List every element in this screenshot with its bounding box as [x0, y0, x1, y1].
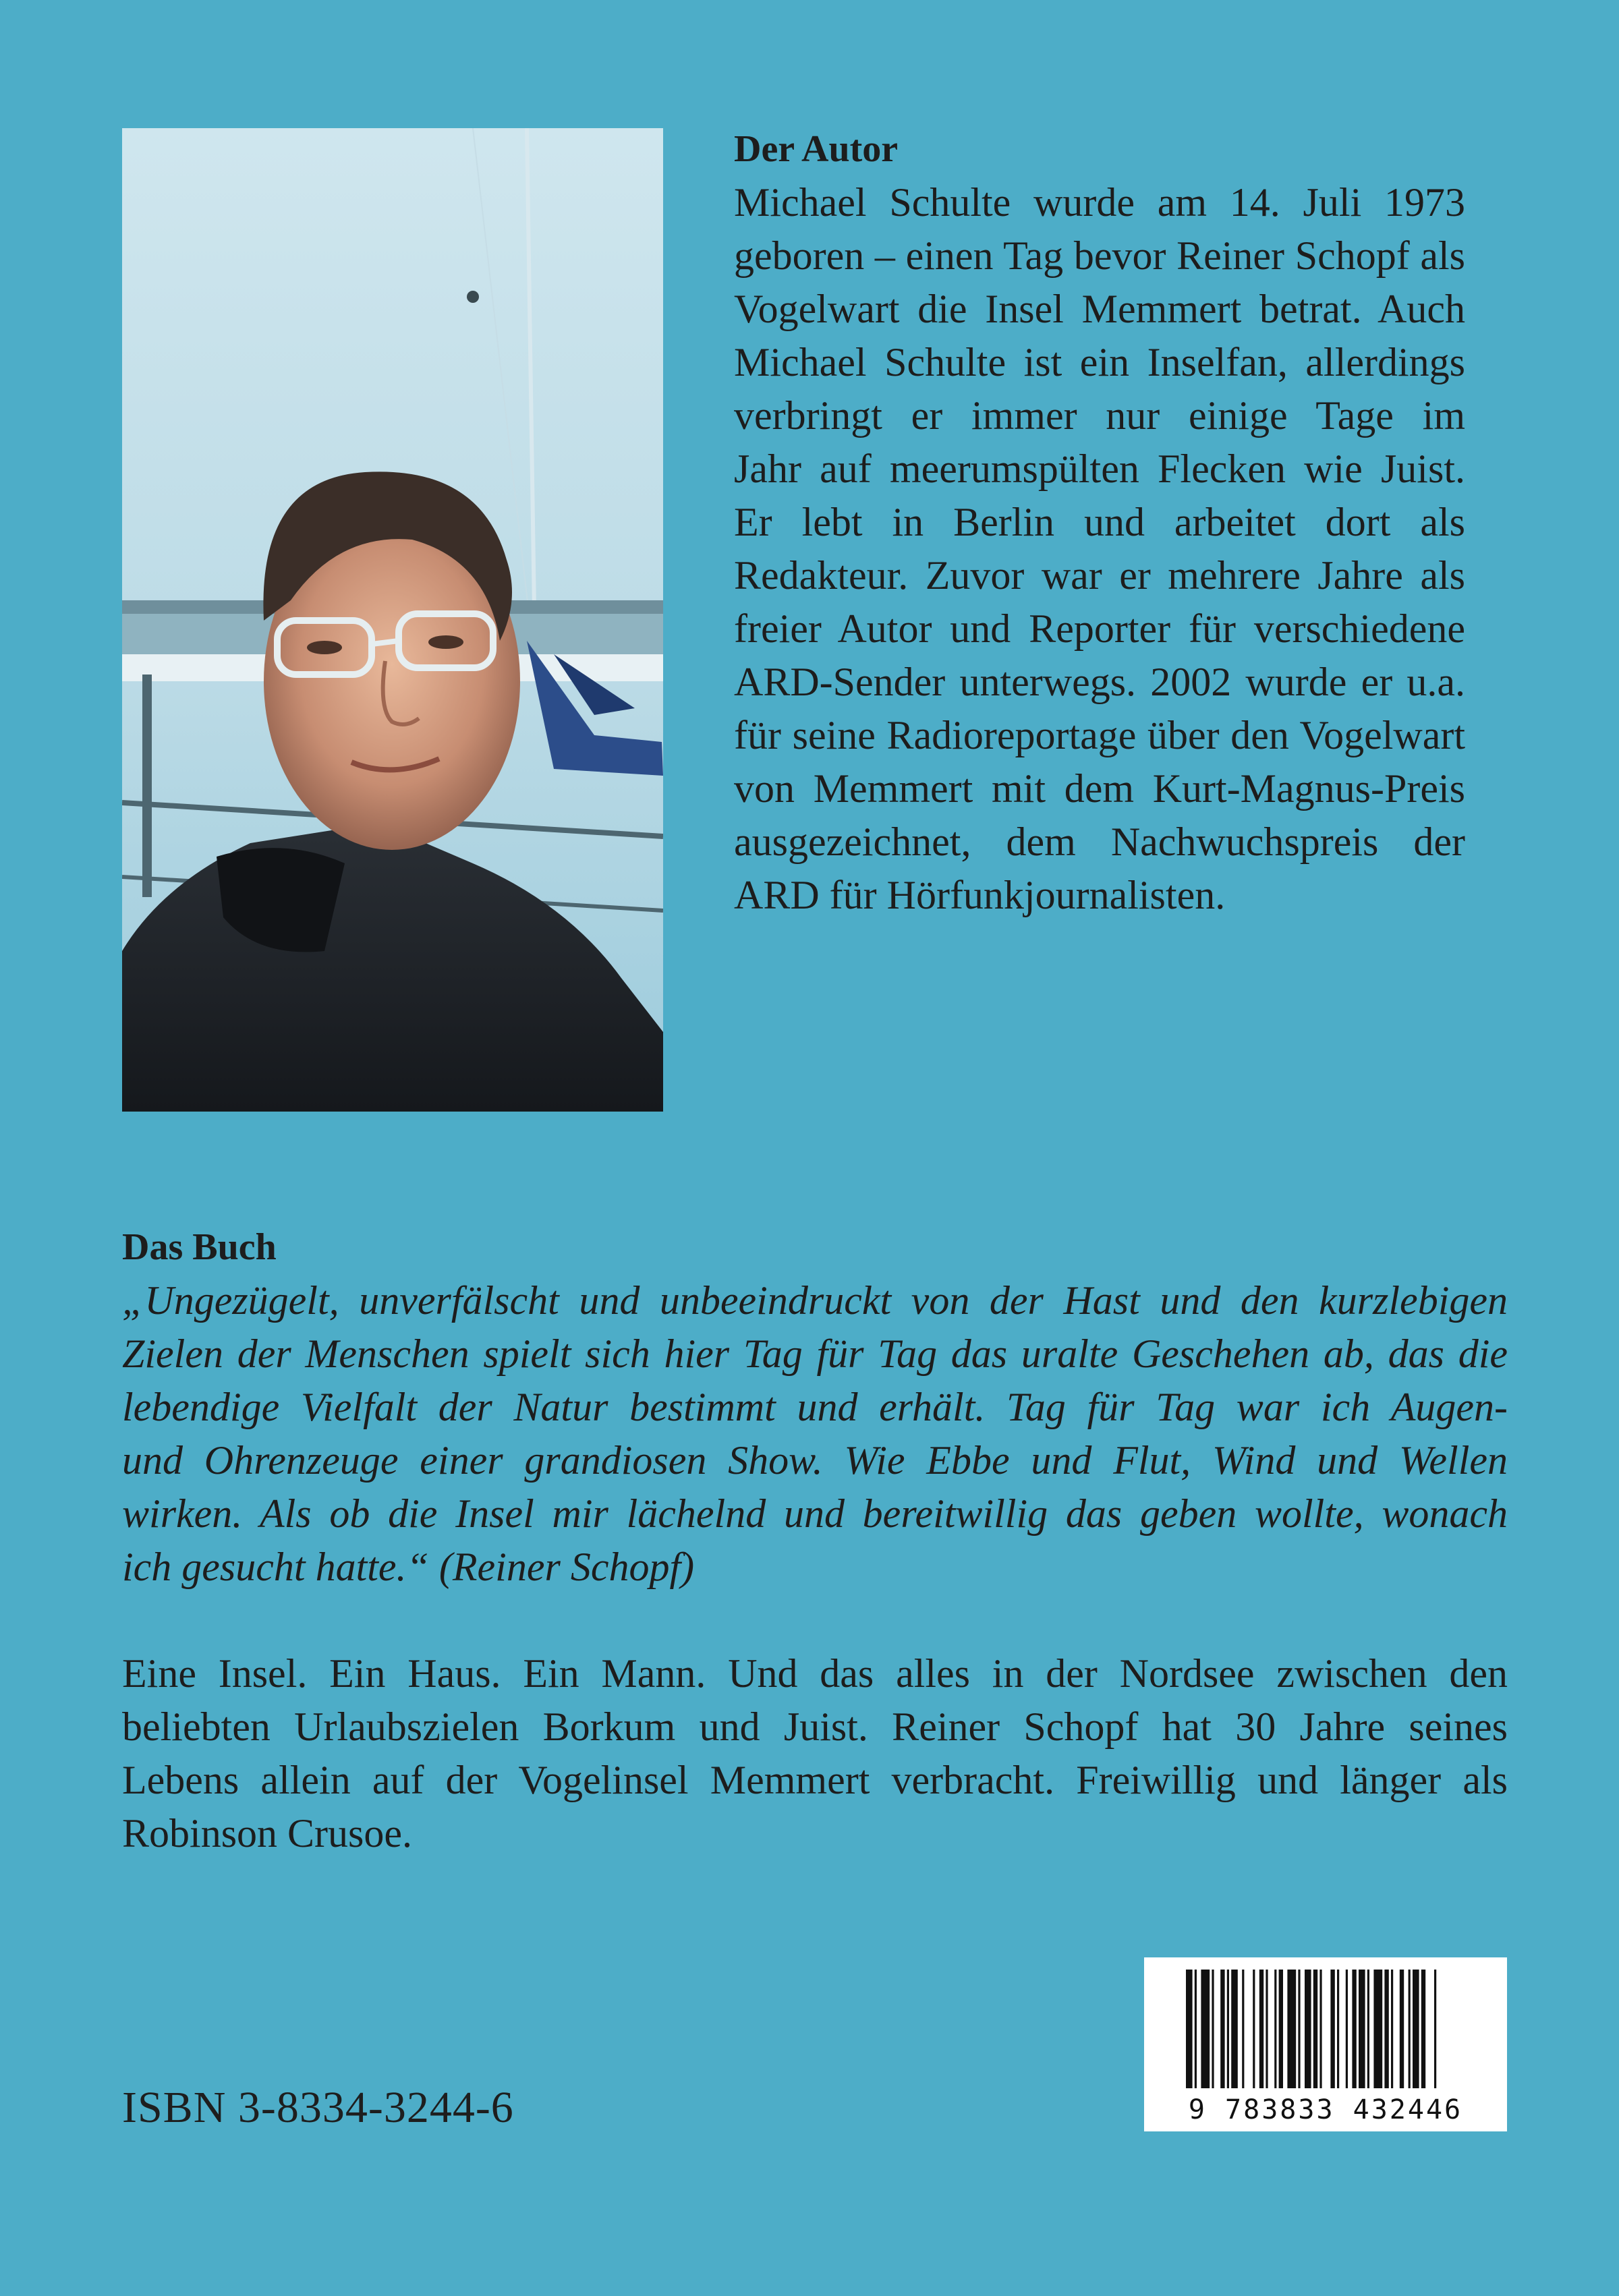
author-bio-line: verbringt er immer nur einige Tage im	[734, 393, 1465, 438]
author-bio-line: Er lebt in Berlin und arbeitet dort als	[734, 500, 1465, 544]
barcode-bar	[1313, 1970, 1317, 2088]
quote-line: Zielen der Menschen spielt sich hier Tag für Tag das uralte Geschehen ab, das die	[122, 1331, 1508, 1376]
barcode-bar	[1337, 1970, 1339, 2088]
barcode-bar	[1212, 1970, 1214, 2088]
author-section	[734, 123, 1465, 922]
quote-line: „Ungezügelt, unverfälscht und unbeeindruckt von der Hast und den kurzlebigen	[122, 1278, 1508, 1323]
author-bio-line: Vogelwart die Insel Memmert betrat. Auch	[734, 287, 1465, 331]
author-bio-line: Michael Schulte ist ein Inselfan, allerdings	[734, 340, 1465, 384]
barcode-bar	[1421, 1970, 1425, 2088]
author-bio-line: ARD-Sender unterwegs. 2002 wurde er u.a.	[734, 660, 1465, 704]
barcode-bar	[1186, 1970, 1193, 2088]
barcode-bar	[1298, 1970, 1300, 2088]
barcode-bar	[1319, 1970, 1322, 2088]
barcode-bar	[1409, 1970, 1411, 2088]
barcode-bar	[1352, 1970, 1356, 2088]
barcode-bar	[1266, 1970, 1268, 2088]
barcode-bar	[1384, 1970, 1388, 2088]
author-bio-line: Redakteur. Zuvor war er mehrere Jahre als	[734, 553, 1465, 598]
book-blurb	[122, 1647, 1508, 1860]
quote-line: lebendige Vielfalt der Natur bestimmt und erhält. Tag für Tag war ich Augen-	[122, 1385, 1508, 1429]
barcode-bar	[1330, 1970, 1334, 2088]
book-section	[122, 1221, 1508, 1860]
barcode-bar	[1220, 1970, 1224, 2088]
barcode-bar	[1413, 1970, 1419, 2088]
barcode-bar	[1231, 1970, 1238, 2088]
author-bio-line: ARD für Hörfunkjournalisten.	[734, 873, 1226, 917]
blurb-line: Lebens allein auf der Vogelinsel Memmert verbracht. Freiwillig und länger als	[122, 1758, 1508, 1802]
author-photo	[122, 128, 663, 1112]
author-bio-line: freier Autor und Reporter für verschiedene	[734, 606, 1465, 651]
book-heading: Das Buch	[122, 1226, 277, 1268]
quote-line: wirken. Als ob die Insel mir lächelnd und bereitwillig das geben wollte, wonach	[122, 1491, 1508, 1536]
barcode-bar	[1287, 1970, 1296, 2088]
author-heading: Der Autor	[734, 128, 899, 170]
barcode-bar	[1195, 1970, 1197, 2088]
barcode-bar	[1259, 1970, 1263, 2088]
barcode-bar	[1227, 1970, 1229, 2088]
barcode-bar	[1434, 1970, 1436, 2088]
barcode-digits: 9 783833 432446	[1188, 2094, 1463, 2125]
author-bio-line: für seine Radioreportage über den Vogelwart	[734, 713, 1465, 757]
blurb-line: Eine Insel. Ein Haus. Ein Mann. Und das alles in der Nordsee zwischen den	[122, 1651, 1508, 1696]
author-bio-line: Michael Schulte wurde am 14. Juli 1973	[734, 180, 1465, 225]
quote-line: ich gesucht hatte.“ (Reiner Schopf)	[122, 1545, 695, 1589]
book-quote	[122, 1274, 1508, 1594]
barcode-bar	[1201, 1970, 1210, 2088]
author-bio	[734, 176, 1465, 922]
barcode-bar	[1373, 1970, 1382, 2088]
blurb-line: Robinson Crusoe.	[122, 1811, 413, 1856]
barcode-bar	[1279, 1970, 1283, 2088]
barcode	[1144, 1957, 1507, 2131]
isbn-number: ISBN 3-8334-3244-6	[122, 2083, 514, 2132]
author-bio-line: ausgezeichnet, dem Nachwuchspreis der	[734, 820, 1465, 864]
blurb-line: beliebten Urlaubszielen Borkum und Juist. Reiner Schopf hat 30 Jahre seines	[122, 1704, 1508, 1749]
barcode-bars	[1186, 1970, 1465, 2088]
barcode-bar	[1391, 1970, 1393, 2088]
quote-line: und Ohrenzeuge einer grandiosen Show. Wie Ebbe und Flut, Wind und Wellen	[122, 1438, 1508, 1483]
barcode-bar	[1253, 1970, 1255, 2088]
barcode-bar	[1359, 1970, 1365, 2088]
author-bio-line: von Memmert mit dem Kurt-Magnus-Preis	[734, 766, 1465, 811]
barcode-bar	[1346, 1970, 1348, 2088]
author-bio-line: Jahr auf meerumspülten Flecken wie Juist.	[734, 447, 1465, 491]
barcode-bar	[1367, 1970, 1369, 2088]
barcode-bar	[1242, 1970, 1244, 2088]
barcode-bar	[1274, 1970, 1276, 2088]
author-bio-line: geboren – einen Tag bevor Reiner Schopf als	[734, 233, 1465, 278]
barcode-bar	[1305, 1970, 1311, 2088]
barcode-bar	[1400, 1970, 1404, 2088]
